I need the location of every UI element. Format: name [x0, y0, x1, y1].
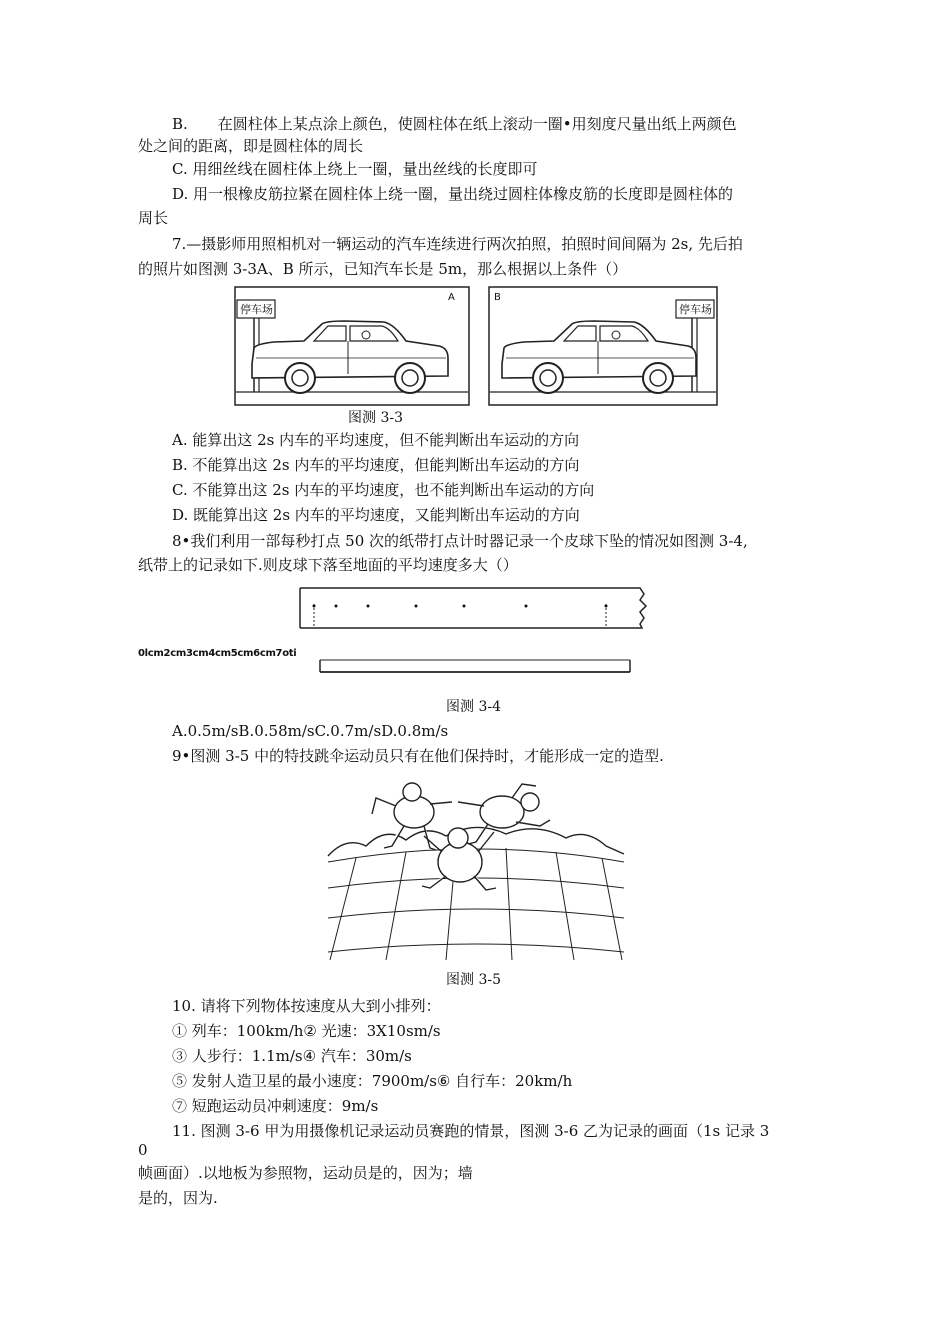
skydivers-figure [326, 776, 626, 962]
tape-dot [463, 605, 466, 608]
q6-option-c: C. 用细丝线在圆柱体上绕上一圈，量出丝线的长度即可 [172, 160, 538, 178]
parking-sign-b-text: 停车场 [679, 303, 712, 316]
q11-line3: 帧画面）.以地板为参照物，运动员是的，因为；墙 [138, 1164, 473, 1182]
q8-stem-line2: 纸带上的记录如下.则皮球下落至地面的平均速度多大（） [138, 556, 518, 574]
q8-stem-line1: 8•我们利用一部每秒打点 50 次的纸带打点计时器记录一个皮球下坠的情况如图测 3-4, [172, 532, 748, 550]
q6-option-d-line1: D. 用一根橡皮筋拉紧在圆柱体上绕一圈，量出绕过圆柱体橡皮筋的长度即是圆柱体的 [172, 185, 734, 203]
parking-sign-a-text: 停车场 [240, 303, 273, 316]
q10-item-1-2: ① 列车：100km/h② 光速：3X10sm/s [172, 1022, 441, 1040]
q7-option-c: C. 不能算出这 2s 内车的平均速度，也不能判断出车运动的方向 [172, 481, 595, 499]
q7-option-a: A. 能算出这 2s 内车的平均速度，但不能判断出车运动的方向 [172, 431, 580, 449]
q9-stem: 9•图测 3-5 中的特技跳伞运动员只有在他们保持时，才能形成一定的造型. [172, 747, 664, 765]
skydiver-right [458, 784, 550, 844]
q10-item-3-4: ③ 人步行：1.1m/s④ 汽车：30m/s [172, 1047, 412, 1065]
q10-item-5-6: ⑤ 发射人造卫星的最小速度：7900m/s⑥ 自行车：20km/h [172, 1072, 573, 1090]
q6-option-b-line2: 处之间的距离，即是圆柱体的周长 [138, 137, 364, 155]
q7-option-d: D. 既能算出这 2s 内车的平均速度，又能判断出车运动的方向 [172, 506, 580, 524]
skydiver-left [372, 783, 452, 850]
q10-stem: 10. 请将下列物体按速度从大到小排列： [172, 997, 441, 1015]
figure-3-5-caption: 图测 3-5 [446, 972, 501, 988]
ruler-scale-labels: 0lcm2cm3cm4cm5cm6cm7oti [138, 648, 297, 659]
q11-line2: 0 [138, 1141, 148, 1159]
ruler-figure [318, 658, 634, 674]
tape-dot [525, 605, 528, 608]
q6-option-d-line2: 周长 [138, 209, 169, 227]
q7-option-b: B. 不能算出这 2s 内车的平均速度，但能判断出车运动的方向 [172, 456, 580, 474]
photo-a-label: A [448, 292, 455, 303]
figure-3-3-caption: 图测 3-3 [348, 410, 403, 426]
q7-stem-line1: 7.—摄影师用照相机对一辆运动的汽车连续进行两次拍照，拍照时间间隔为 2s, 先后拍 [172, 235, 743, 253]
q11-line4: 是的，因为. [138, 1189, 218, 1207]
skydiver-bottom [422, 828, 496, 890]
q11-line1: 11. 图测 3-6 甲为用摄像机记录运动员赛跑的情景，图测 3-6 乙为记录的画面（1s 记录 3 [172, 1122, 770, 1140]
tape-dot [313, 605, 316, 608]
figure-3-4-caption: 图测 3-4 [446, 699, 501, 715]
photo-b-figure [488, 286, 718, 406]
q8-options: A.0.5m/sB.0.58m/sC.0.7m/sD.0.8m/s [172, 722, 449, 740]
q7-stem-line2: 的照片如图测 3-3A、B 所示，已知汽车长是 5m，那么根据以上条件（） [138, 260, 628, 278]
photo-a-figure [234, 286, 470, 406]
photo-b-label: B [494, 292, 501, 303]
paper-tape-figure [298, 586, 658, 636]
tape-dot [367, 605, 370, 608]
tape-dot [335, 605, 338, 608]
q6-option-b-line1: B. 在圆柱体上某点涂上颜色，使圆柱体在纸上滚动一圈•用刻度尺量出纸上两颜色 [172, 115, 737, 133]
q10-item-7: ⑦ 短跑运动员冲刺速度：9m/s [172, 1097, 379, 1115]
tape-dot [415, 605, 418, 608]
